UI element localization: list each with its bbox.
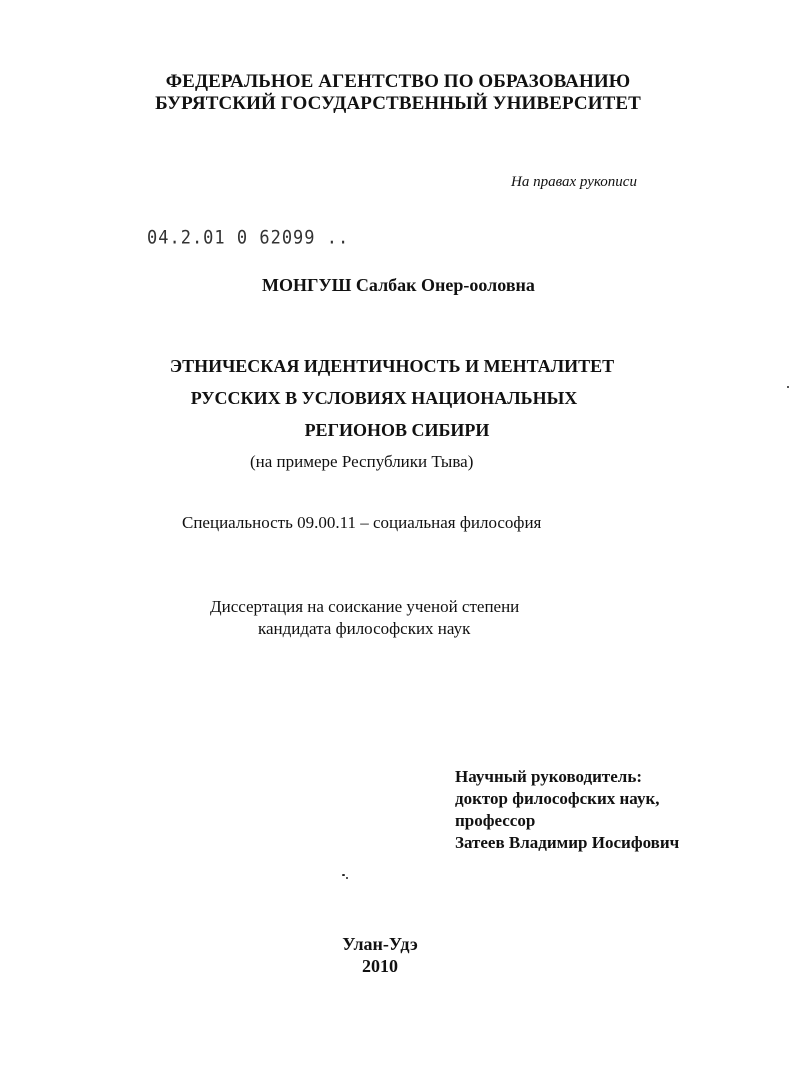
specialty: Специальность 09.00.11 – социальная философия	[182, 513, 542, 532]
dissertation-line-1: Диссертация на соискание ученой степени	[210, 597, 520, 616]
supervisor-name: Затеев Владимир Иосифович	[455, 833, 680, 852]
university-name: БУРЯТСКИЙ ГОСУДАРСТВЕННЫЙ УНИВЕРСИТЕТ	[155, 93, 641, 114]
supervisor-block	[455, 766, 755, 854]
title-line-1: ЭТНИЧЕСКАЯ ИДЕНТИЧНОСТЬ И МЕНТАЛИТЕТ	[169, 356, 615, 376]
title-line-3: РЕГИОНОВ СИБИРИ	[304, 420, 490, 440]
author-name: МОНГУШ Салбак Онер-ооловна	[262, 275, 535, 295]
year: 2010	[362, 956, 398, 976]
supervisor-role: Научный руководитель:	[455, 767, 642, 786]
supervisor-rank: профессор	[455, 811, 536, 830]
scan-speck	[346, 877, 348, 879]
title-line-2: РУССКИХ В УСЛОВИЯХ НАЦИОНАЛЬНЫХ	[190, 388, 578, 408]
city: Улан-Удэ	[342, 934, 418, 954]
rights-note: На правах рукописи	[511, 174, 637, 190]
scan-speck	[342, 874, 345, 876]
dissertation-line-2: кандидата философских наук	[258, 619, 471, 638]
supervisor-degree: доктор философских наук,	[455, 789, 660, 808]
title-subtitle: (на примере Республики Тыва)	[250, 452, 474, 471]
agency-name: ФЕДЕРАЛЬНОЕ АГЕНТСТВО ПО ОБРАЗОВАНИЮ	[165, 71, 631, 92]
registration-stamp: 04.2.01 0 62099 ..	[147, 226, 350, 249]
scan-speck	[787, 386, 789, 388]
